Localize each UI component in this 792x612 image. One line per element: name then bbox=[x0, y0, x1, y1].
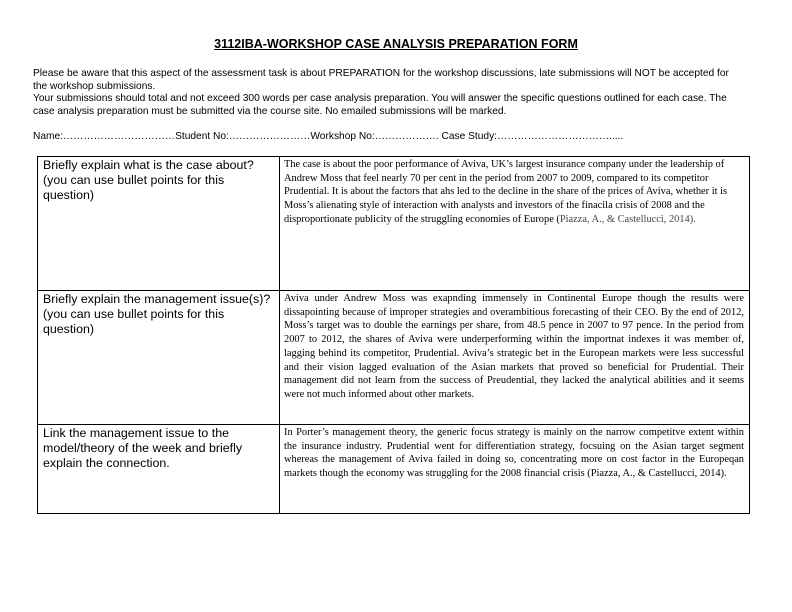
table-row bbox=[38, 425, 750, 514]
answer-cell[interactable] bbox=[280, 157, 750, 291]
question-note: (you can use bullet points for this question) bbox=[43, 173, 225, 202]
instructions bbox=[33, 68, 733, 118]
question-text: Briefly explain the management issue(s)? bbox=[43, 292, 271, 306]
table-row bbox=[38, 291, 750, 425]
instruction-paragraph-2: Your submissions should total and not exceed 300 words per case analysis preparation. You will answer the specific questions outlined for each case. The case analysis preparation must be submitted via the course site. No emailed submissions will be marked. bbox=[33, 93, 727, 117]
question-cell bbox=[38, 425, 280, 514]
case-analysis-table bbox=[37, 156, 750, 514]
answer-cell[interactable] bbox=[280, 291, 750, 425]
question-cell bbox=[38, 291, 280, 425]
question-text: Briefly explain what is the case about? bbox=[43, 158, 254, 172]
question-text: Link the management issue to the model/theory of the week and briefly explain the connection. bbox=[43, 426, 243, 470]
instruction-paragraph-1: Please be aware that this aspect of the assessment task is about PREPARATION for the workshop discussions, late submissions will NOT be accepted for the workshop submissions. bbox=[33, 68, 729, 92]
answer-text: The case is about the poor performance of Aviva, UK’s largest insurance company under the leadership of Andrew Moss that feel nearly 70 per cent in the period from 2007 to 2009, compared to its competitor Prudential. It is about the factors that ahs led to the decline in the share of the prices of Aviva, whether it is Moss’s alienating style of interaction with analysts and investors of the finacila crisis of 2008 and the disproportionate publicity of the struggling economies of Europe ( bbox=[284, 159, 728, 225]
answer-cell[interactable] bbox=[280, 425, 750, 514]
form-title: 3112IBA-WORKSHOP CASE ANALYSIS PREPARATION FORM bbox=[214, 37, 578, 51]
question-note: (you can use bullet points for this question) bbox=[43, 307, 225, 336]
answer-text: In Porter’s management theory, the generic focus strategy is mainly on the narrow competitve extent within the insurance industry. Prudential went for differentiation strategy, focsuing on the Asian target segment whereas the management of Aviva failed in doing so, concentrating more on cost factor in the Europeqan markets though the economy was struggling for the 2008 financial crisis (Piazza, A., & Castellucci, 2014). bbox=[284, 427, 744, 480]
question-cell bbox=[38, 157, 280, 291]
answer-text: Aviva under Andrew Moss was exapnding immensely in Continental Europe though the results were dissapointing because of improper strategies and overambitious forecasting of their CEO. By the end of 2012, Moss’s target was to double the earnings per share, from 48.5 pence in 2007 to 97 pence. In the period from 2007 to 2012, the shares of Aviva were underperforming within the importnat indexes it was member of, lagging behind its competitor, Prudential. Aviva’s strategic bet in the European markets were less successful and their vision lagged evaluation of the Asian markets that proved so beneficial for Prudential. Their management did not learn from the success of Preudential, they lacked the analytical abilities and it seems were not much informed about other markets. bbox=[284, 293, 744, 400]
name-line: Name:……………………………Student No:……………………Workshop No:………………. Case Study:……………………………..... bbox=[33, 131, 624, 142]
table-row bbox=[38, 157, 750, 291]
answer-citation: Piazza, A., & Castellucci, 2014). bbox=[559, 213, 696, 225]
